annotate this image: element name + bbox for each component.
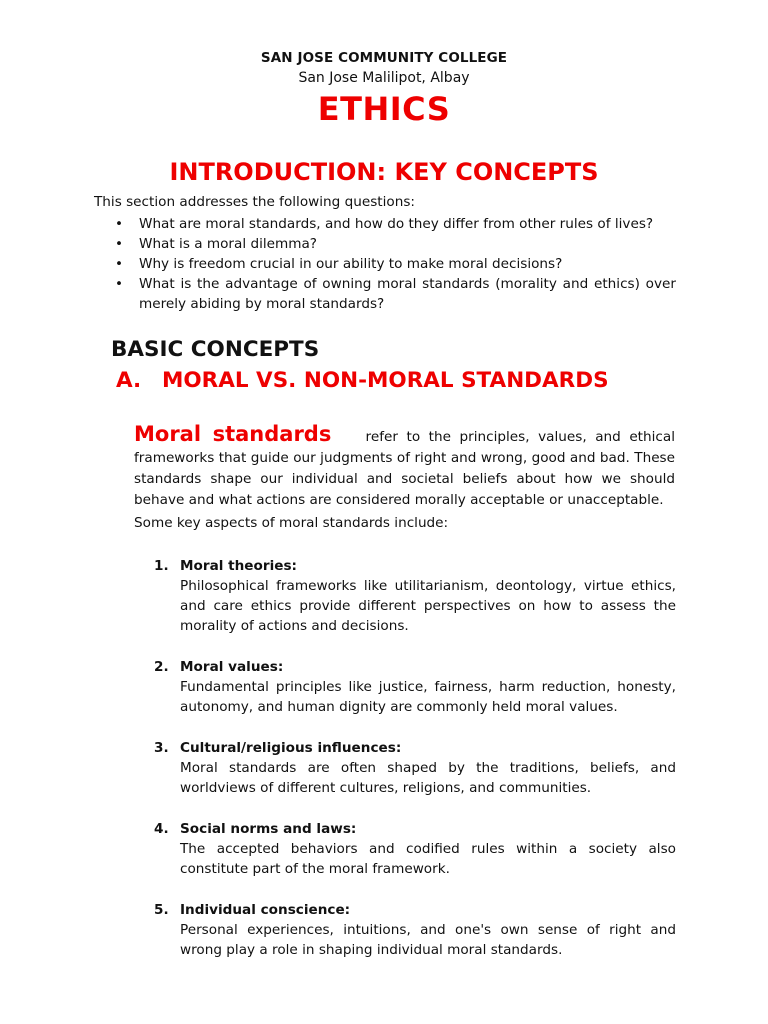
first-line-text: refer to the principles, values, and ethical	[365, 429, 675, 445]
question-text: What are moral standards, and how do they differ from other rules of lives?	[139, 216, 654, 232]
section-a-heading	[116, 368, 609, 393]
paragraph-body: frameworks that guide our judgments of right and wrong, good and bad. These standards shape our individual and societal beliefs about how we should behave and what actions are considered morally acceptable or unacceptable.	[134, 450, 675, 508]
question-text: What is a moral dilemma?	[139, 236, 318, 252]
moral-standards-paragraph	[134, 424, 675, 511]
bullet-icon: •	[115, 276, 124, 292]
item-number: 4.	[154, 821, 169, 837]
list-item	[154, 556, 676, 636]
item-title: Social norms and laws:	[180, 821, 357, 837]
list-item	[112, 214, 676, 234]
intro-lead: This section addresses the following questions:	[94, 194, 416, 210]
list-item	[154, 738, 676, 798]
moral-standards-term: Moral standards	[134, 422, 332, 446]
item-title: Moral values:	[180, 659, 284, 675]
question-text: What is the advantage of owning moral standards (morality and ethics) over merely abiding by moral standards?	[139, 276, 676, 312]
school-name: SAN JOSE COMMUNITY COLLEGE	[260, 50, 508, 66]
aspects-intro: Some key aspects of moral standards include:	[134, 515, 449, 531]
item-description: Moral standards are often shaped by the traditions, beliefs, and worldviews of different cultures, religions, and communities.	[180, 760, 676, 796]
bullet-icon: •	[115, 236, 124, 252]
list-item	[154, 819, 676, 879]
bullet-icon: •	[115, 216, 124, 232]
item-number: 5.	[154, 902, 169, 918]
item-title: Individual conscience:	[180, 902, 351, 918]
item-number: 3.	[154, 740, 169, 756]
list-item	[154, 900, 676, 960]
paragraph-first-line	[134, 424, 675, 448]
item-number: 2.	[154, 659, 169, 675]
intro-heading: INTRODUCTION: KEY CONCEPTS	[169, 158, 599, 186]
section-letter: A.	[116, 368, 142, 393]
list-item	[154, 657, 676, 717]
aspects-list	[154, 556, 676, 981]
list-item	[112, 234, 676, 254]
basic-concepts-heading: BASIC CONCEPTS	[111, 337, 320, 362]
item-description: Personal experiences, intuitions, and one's own sense of right and wrong play a role in shaping individual moral standards.	[180, 922, 676, 958]
list-item	[112, 274, 676, 314]
item-title: Cultural/religious influences:	[180, 740, 402, 756]
item-title: Moral theories:	[180, 558, 297, 574]
document-title: ETHICS	[317, 90, 451, 128]
questions-list	[112, 214, 676, 314]
item-description: Fundamental principles like justice, fairness, harm reduction, honesty, autonomy, and human dignity are commonly held moral values.	[180, 679, 676, 715]
item-description: The accepted behaviors and codified rules within a society also constitute part of the moral framework.	[180, 841, 676, 877]
item-description: Philosophical frameworks like utilitarianism, deontology, virtue ethics, and care ethics provide different perspectives on how to assess the morality of actions and decisions.	[180, 578, 676, 634]
school-address: San Jose Malilipot, Albay	[298, 70, 470, 86]
section-title: MORAL VS. NON-MORAL STANDARDS	[162, 368, 609, 393]
bullet-icon: •	[115, 256, 124, 272]
list-item	[112, 254, 676, 274]
item-number: 1.	[154, 558, 169, 574]
question-text: Why is freedom crucial in our ability to make moral decisions?	[139, 256, 563, 272]
